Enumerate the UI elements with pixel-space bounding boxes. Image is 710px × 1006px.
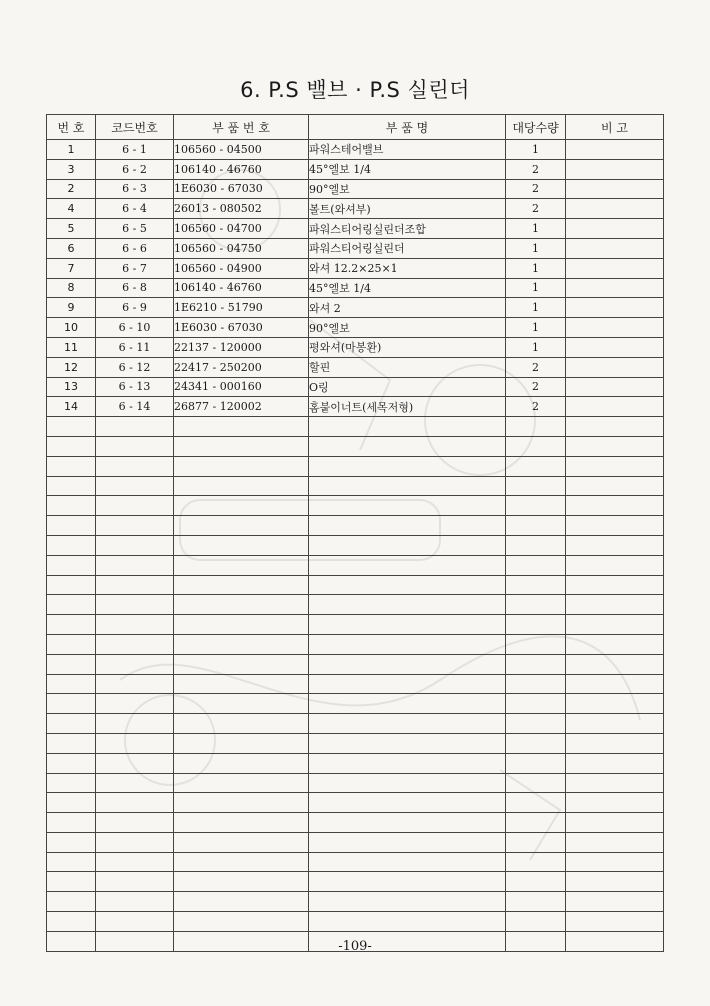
cell-remarks [566, 417, 664, 437]
cell-qty [506, 733, 566, 753]
cell-no: 2 [47, 179, 96, 199]
cell-no: 13 [47, 377, 96, 397]
cell-remarks [566, 634, 664, 654]
cell-remarks [566, 278, 664, 298]
cell-code [96, 595, 174, 615]
cell-remarks [566, 298, 664, 318]
cell-part-name [309, 912, 506, 932]
empty-table-row [47, 595, 664, 615]
cell-no [47, 634, 96, 654]
cell-remarks [566, 674, 664, 694]
cell-part-no: 24341 - 000160 [174, 377, 309, 397]
cell-qty: 1 [506, 258, 566, 278]
empty-table-row [47, 535, 664, 555]
cell-no: 10 [47, 318, 96, 338]
table-row [47, 337, 664, 357]
cell-qty [506, 516, 566, 536]
empty-table-row [47, 773, 664, 793]
cell-part-no: 106140 - 46760 [174, 278, 309, 298]
cell-part-no: 1E6030 - 67030 [174, 318, 309, 338]
cell-no: 6 [47, 238, 96, 258]
cell-no [47, 694, 96, 714]
cell-code [96, 516, 174, 536]
table-row [47, 258, 664, 278]
cell-qty [506, 892, 566, 912]
cell-code: 6 - 3 [96, 179, 174, 199]
parts-table [46, 114, 664, 952]
empty-table-row [47, 832, 664, 852]
cell-no: 3 [47, 159, 96, 179]
cell-no [47, 436, 96, 456]
cell-code [96, 615, 174, 635]
cell-code: 6 - 6 [96, 238, 174, 258]
cell-part-name [309, 535, 506, 555]
cell-no: 9 [47, 298, 96, 318]
empty-table-row [47, 555, 664, 575]
cell-part-no [174, 417, 309, 437]
cell-part-name [309, 773, 506, 793]
cell-part-name [309, 753, 506, 773]
cell-remarks [566, 535, 664, 555]
cell-part-name [309, 456, 506, 476]
cell-remarks [566, 912, 664, 932]
cell-part-name: 45°엘보 1/4 [309, 159, 506, 179]
cell-remarks [566, 238, 664, 258]
cell-part-no: 106560 - 04750 [174, 238, 309, 258]
cell-no: 5 [47, 219, 96, 239]
cell-no: 4 [47, 199, 96, 219]
cell-code: 6 - 12 [96, 357, 174, 377]
cell-code [96, 417, 174, 437]
cell-part-name [309, 892, 506, 912]
header-code: 코드번호 [96, 115, 174, 140]
cell-part-no [174, 912, 309, 932]
empty-table-row [47, 516, 664, 536]
header-qty: 대당수량 [506, 115, 566, 140]
cell-part-no [174, 733, 309, 753]
cell-part-no [174, 714, 309, 734]
cell-remarks [566, 694, 664, 714]
cell-part-name [309, 714, 506, 734]
cell-code: 6 - 2 [96, 159, 174, 179]
cell-no [47, 813, 96, 833]
cell-code [96, 733, 174, 753]
empty-table-row [47, 852, 664, 872]
cell-part-no [174, 496, 309, 516]
empty-table-row [47, 634, 664, 654]
cell-part-name [309, 516, 506, 536]
cell-code: 6 - 9 [96, 298, 174, 318]
cell-code [96, 872, 174, 892]
cell-part-name: 평와셔(마봉환) [309, 337, 506, 357]
empty-table-row [47, 476, 664, 496]
empty-table-row [47, 575, 664, 595]
page-number: -109- [338, 939, 372, 954]
cell-no [47, 555, 96, 575]
cell-part-name [309, 417, 506, 437]
empty-table-row [47, 892, 664, 912]
cell-part-no [174, 575, 309, 595]
cell-no [47, 832, 96, 852]
cell-remarks [566, 733, 664, 753]
cell-remarks [566, 595, 664, 615]
cell-part-name [309, 694, 506, 714]
cell-part-no: 1E6030 - 67030 [174, 179, 309, 199]
cell-part-name: 볼트(와셔부) [309, 199, 506, 219]
cell-qty [506, 417, 566, 437]
cell-no [47, 516, 96, 536]
cell-remarks [566, 476, 664, 496]
cell-part-no [174, 793, 309, 813]
cell-no [47, 872, 96, 892]
cell-part-no [174, 674, 309, 694]
cell-part-name: 파워스티어링실린더 [309, 238, 506, 258]
cell-remarks [566, 892, 664, 912]
table-row [47, 179, 664, 199]
cell-code [96, 555, 174, 575]
cell-qty [506, 555, 566, 575]
cell-remarks [566, 615, 664, 635]
cell-no [47, 714, 96, 734]
cell-part-name: 와셔 12.2×25×1 [309, 258, 506, 278]
cell-part-no: 26877 - 120002 [174, 397, 309, 417]
cell-no [47, 892, 96, 912]
cell-code [96, 496, 174, 516]
cell-no: 11 [47, 337, 96, 357]
cell-remarks [566, 714, 664, 734]
cell-part-no: 106560 - 04900 [174, 258, 309, 278]
table-row [47, 397, 664, 417]
cell-part-name: 와셔 2 [309, 298, 506, 318]
cell-qty [506, 535, 566, 555]
cell-remarks [566, 516, 664, 536]
cell-qty [506, 654, 566, 674]
cell-code: 6 - 13 [96, 377, 174, 397]
cell-part-name [309, 813, 506, 833]
cell-code [96, 793, 174, 813]
cell-remarks [566, 555, 664, 575]
empty-table-row [47, 872, 664, 892]
cell-part-name: 할핀 [309, 357, 506, 377]
cell-part-name [309, 793, 506, 813]
cell-qty [506, 436, 566, 456]
cell-part-no [174, 615, 309, 635]
cell-part-name: 파워스테어밸브 [309, 140, 506, 160]
table-row [47, 219, 664, 239]
cell-remarks [566, 852, 664, 872]
table-row [47, 298, 664, 318]
cell-remarks [566, 575, 664, 595]
cell-code: 6 - 10 [96, 318, 174, 338]
empty-table-row [47, 615, 664, 635]
cell-code [96, 535, 174, 555]
cell-code [96, 714, 174, 734]
cell-part-no [174, 892, 309, 912]
cell-code [96, 813, 174, 833]
cell-part-no [174, 852, 309, 872]
cell-qty [506, 793, 566, 813]
cell-qty: 2 [506, 377, 566, 397]
cell-part-name [309, 595, 506, 615]
cell-no: 12 [47, 357, 96, 377]
empty-table-row [47, 793, 664, 813]
cell-code: 6 - 5 [96, 219, 174, 239]
cell-code [96, 436, 174, 456]
cell-no [47, 535, 96, 555]
cell-code [96, 912, 174, 932]
cell-part-no [174, 694, 309, 714]
cell-part-no: 22417 - 250200 [174, 357, 309, 377]
cell-no [47, 852, 96, 872]
cell-no: 7 [47, 258, 96, 278]
cell-code [96, 773, 174, 793]
table-row [47, 199, 664, 219]
table-row [47, 377, 664, 397]
cell-part-no [174, 753, 309, 773]
cell-remarks [566, 337, 664, 357]
cell-qty [506, 832, 566, 852]
cell-remarks [566, 872, 664, 892]
cell-qty [506, 674, 566, 694]
cell-no [47, 674, 96, 694]
cell-code [96, 753, 174, 773]
cell-code [96, 476, 174, 496]
empty-table-row [47, 417, 664, 437]
cell-qty: 1 [506, 238, 566, 258]
cell-part-no [174, 535, 309, 555]
cell-remarks [566, 456, 664, 476]
header-part-name: 부 품 명 [309, 115, 506, 140]
cell-qty: 2 [506, 397, 566, 417]
cell-code [96, 852, 174, 872]
cell-part-name [309, 634, 506, 654]
cell-no [47, 496, 96, 516]
cell-part-name: 90°엘보 [309, 179, 506, 199]
cell-remarks [566, 179, 664, 199]
cell-part-name: 45°엘보 1/4 [309, 278, 506, 298]
cell-no [47, 417, 96, 437]
cell-part-no [174, 476, 309, 496]
cell-part-no: 22137 - 120000 [174, 337, 309, 357]
cell-code: 6 - 14 [96, 397, 174, 417]
cell-part-no [174, 595, 309, 615]
cell-part-name [309, 733, 506, 753]
cell-no [47, 575, 96, 595]
cell-code [96, 832, 174, 852]
cell-qty [506, 694, 566, 714]
table-row [47, 140, 664, 160]
cell-remarks [566, 357, 664, 377]
cell-no [47, 456, 96, 476]
cell-code [96, 674, 174, 694]
cell-part-no: 106140 - 46760 [174, 159, 309, 179]
cell-qty [506, 813, 566, 833]
cell-part-no [174, 654, 309, 674]
cell-no [47, 773, 96, 793]
cell-qty: 1 [506, 298, 566, 318]
cell-part-name [309, 575, 506, 595]
table-row [47, 278, 664, 298]
cell-part-no [174, 436, 309, 456]
cell-part-no [174, 456, 309, 476]
cell-no: 14 [47, 397, 96, 417]
cell-qty [506, 476, 566, 496]
cell-no [47, 476, 96, 496]
cell-part-no [174, 555, 309, 575]
cell-qty [506, 615, 566, 635]
cell-part-name: 90°엘보 [309, 318, 506, 338]
cell-part-no [174, 773, 309, 793]
cell-code: 6 - 1 [96, 140, 174, 160]
cell-no [47, 753, 96, 773]
empty-table-row [47, 694, 664, 714]
cell-qty: 1 [506, 140, 566, 160]
cell-code: 6 - 7 [96, 258, 174, 278]
cell-remarks [566, 318, 664, 338]
cell-part-name [309, 436, 506, 456]
cell-qty: 2 [506, 179, 566, 199]
cell-remarks [566, 199, 664, 219]
cell-qty: 2 [506, 199, 566, 219]
cell-qty: 1 [506, 219, 566, 239]
cell-no [47, 595, 96, 615]
cell-no [47, 615, 96, 635]
empty-table-row [47, 753, 664, 773]
cell-code: 6 - 11 [96, 337, 174, 357]
cell-code: 6 - 8 [96, 278, 174, 298]
cell-qty [506, 773, 566, 793]
empty-table-row [47, 456, 664, 476]
cell-part-name [309, 476, 506, 496]
cell-no [47, 654, 96, 674]
cell-part-no: 1E6210 - 51790 [174, 298, 309, 318]
cell-qty: 2 [506, 159, 566, 179]
cell-part-no [174, 872, 309, 892]
cell-part-no [174, 832, 309, 852]
cell-qty [506, 456, 566, 476]
cell-qty [506, 714, 566, 734]
cell-no: 1 [47, 140, 96, 160]
cell-qty [506, 852, 566, 872]
cell-part-name [309, 496, 506, 516]
cell-code [96, 456, 174, 476]
table-row [47, 357, 664, 377]
empty-table-row [47, 733, 664, 753]
cell-remarks [566, 793, 664, 813]
cell-part-name [309, 555, 506, 575]
cell-part-no [174, 813, 309, 833]
page-title: 6. P.S 밸브 · P.S 실린더 [240, 78, 470, 102]
cell-code [96, 892, 174, 912]
table-header-row [47, 115, 664, 140]
cell-no [47, 793, 96, 813]
header-remarks: 비 고 [566, 115, 664, 140]
cell-part-name: 홈붙이너트(세목저형) [309, 397, 506, 417]
cell-code [96, 575, 174, 595]
cell-remarks [566, 832, 664, 852]
cell-remarks [566, 753, 664, 773]
empty-table-row [47, 674, 664, 694]
cell-code [96, 654, 174, 674]
header-no: 번 호 [47, 115, 96, 140]
cell-remarks [566, 258, 664, 278]
empty-table-row [47, 496, 664, 516]
cell-qty [506, 872, 566, 892]
cell-qty: 2 [506, 357, 566, 377]
cell-part-name [309, 654, 506, 674]
cell-qty [506, 634, 566, 654]
cell-part-no [174, 516, 309, 536]
empty-table-row [47, 654, 664, 674]
cell-part-name: 파워스티어링실린더조합 [309, 219, 506, 239]
cell-code: 6 - 4 [96, 199, 174, 219]
cell-part-name [309, 615, 506, 635]
empty-table-row [47, 813, 664, 833]
cell-code [96, 694, 174, 714]
table-row [47, 159, 664, 179]
cell-no [47, 912, 96, 932]
cell-remarks [566, 219, 664, 239]
cell-qty [506, 595, 566, 615]
cell-part-name [309, 674, 506, 694]
table-row [47, 238, 664, 258]
cell-qty [506, 496, 566, 516]
cell-qty [506, 912, 566, 932]
cell-qty [506, 753, 566, 773]
cell-part-name [309, 872, 506, 892]
cell-qty: 1 [506, 278, 566, 298]
cell-part-no: 106560 - 04500 [174, 140, 309, 160]
cell-remarks [566, 654, 664, 674]
table-row [47, 318, 664, 338]
empty-table-row [47, 436, 664, 456]
cell-remarks [566, 813, 664, 833]
empty-table-row [47, 714, 664, 734]
cell-no: 8 [47, 278, 96, 298]
cell-code [96, 634, 174, 654]
cell-remarks [566, 436, 664, 456]
cell-part-no [174, 634, 309, 654]
cell-qty: 1 [506, 337, 566, 357]
cell-part-name [309, 852, 506, 872]
cell-remarks [566, 773, 664, 793]
cell-part-name: O링 [309, 377, 506, 397]
cell-no [47, 733, 96, 753]
cell-remarks [566, 397, 664, 417]
cell-remarks [566, 377, 664, 397]
cell-remarks [566, 159, 664, 179]
cell-part-no: 26013 - 080502 [174, 199, 309, 219]
cell-remarks [566, 140, 664, 160]
header-part-no: 부 품 번 호 [174, 115, 309, 140]
cell-part-no: 106560 - 04700 [174, 219, 309, 239]
cell-part-name [309, 832, 506, 852]
cell-qty [506, 575, 566, 595]
cell-qty: 1 [506, 318, 566, 338]
empty-table-row [47, 912, 664, 932]
cell-remarks [566, 496, 664, 516]
